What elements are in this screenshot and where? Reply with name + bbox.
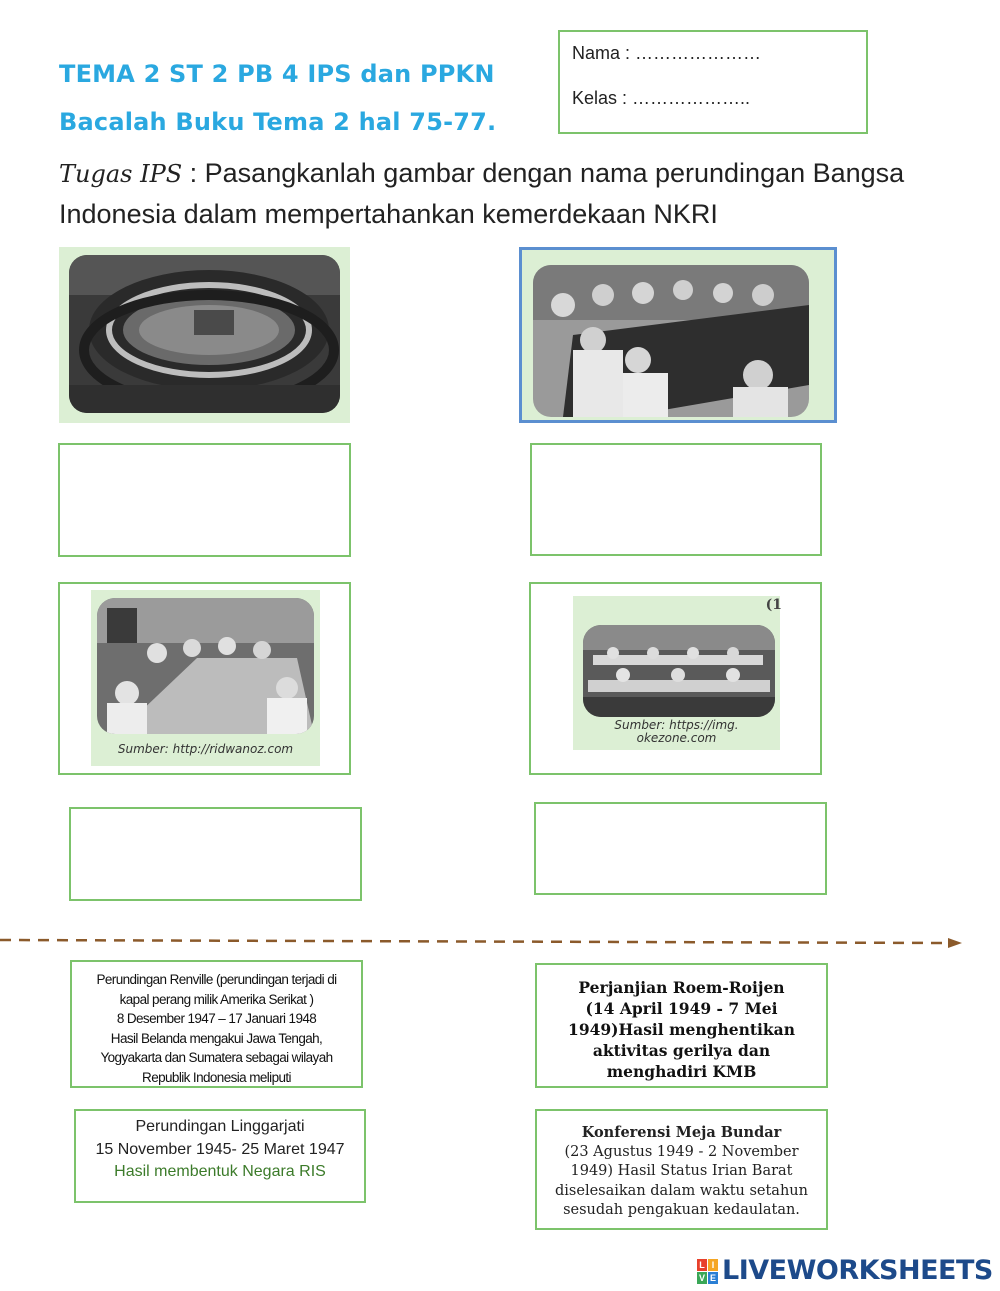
instruction-line-1	[59, 153, 904, 194]
photo-frame-3[interactable]	[58, 582, 351, 775]
instruction-line-2: Indonesia dalam mempertahankan kemerdekaan NKRI	[59, 199, 718, 229]
photo-4-source-line-1: Sumber: https://img.	[614, 718, 739, 732]
card-roem-roijen[interactable]	[535, 963, 828, 1088]
photo-3-mat	[91, 590, 320, 766]
worksheet-title: TEMA 2 ST 2 PB 4 IPS dan PPKN	[59, 60, 495, 88]
logo-square-v: V	[698, 1273, 705, 1283]
card-renville-line: Perundingan Renville (perundingan terjadi di	[96, 972, 337, 987]
answer-box-3[interactable]	[69, 807, 362, 901]
card-renville[interactable]	[70, 960, 363, 1088]
card-linggarjati-result: Hasil membentuk Negara RIS	[114, 1163, 326, 1180]
card-linggarjati[interactable]	[74, 1109, 366, 1203]
renville-meeting-photo	[97, 598, 314, 734]
logo-square-e: E	[709, 1273, 716, 1283]
card-kmb-line: 1949) Hasil Status Irian Barat	[570, 1163, 793, 1179]
answer-box-2[interactable]	[530, 443, 822, 556]
instruction-label: Tugas IPS	[59, 160, 183, 188]
card-kmb-line: diselesaikan dalam waktu setahun	[555, 1182, 808, 1199]
divider-arrow-icon	[948, 938, 962, 948]
card-renville-line: Hasil Belanda mengakui Jawa Tengah,	[110, 1030, 323, 1046]
card-linggarjati-title: Perundingan Linggarjati	[135, 1118, 305, 1135]
student-class-field[interactable]: Kelas : ………………..	[572, 88, 751, 108]
card-kmb-title: Konferensi Meja Bundar	[581, 1124, 782, 1141]
logo-square-l: L	[697, 1259, 707, 1271]
card-kmb[interactable]	[535, 1109, 828, 1230]
card-roem-roijen-line: 1949)Hasil menghentikan	[568, 1020, 795, 1039]
photo-frame-2[interactable]	[519, 247, 837, 423]
card-linggarjati-date: 15 November 1945- 25 Maret 1947	[95, 1140, 345, 1158]
answer-box-1[interactable]	[58, 443, 351, 557]
liveworksheets-wordmark: LIVEWORKSHEETS	[722, 1255, 993, 1286]
photo-4-corner-text: (1	[765, 597, 782, 613]
card-kmb-line: sesudah pengakuan kedaulatan.	[563, 1202, 800, 1218]
photo-4-mat	[573, 596, 780, 750]
card-renville-line: Republik Indonesia meliputi	[142, 1069, 291, 1085]
liveworksheets-logo[interactable]	[697, 1256, 997, 1288]
worksheet-subtitle: Bacalah Buku Tema 2 hal 75-77.	[59, 108, 497, 136]
card-roem-roijen-line: menghadiri KMB	[606, 1062, 757, 1081]
photo-3-source: Sumber: http://ridwanoz.com	[117, 742, 294, 756]
photo-frame-1[interactable]	[59, 247, 350, 423]
card-renville-line: kapal perang milik Amerika Serikat )	[119, 991, 314, 1007]
card-roem-roijen-line: aktivitas gerilya dan	[592, 1041, 771, 1060]
instruction-text-1: : Pasangkanlah gambar dengan nama perundingan Bangsa	[182, 158, 905, 188]
photo-4-source	[573, 719, 780, 745]
dashed-divider	[0, 934, 970, 950]
photo-4-source-line-2: okezone.com	[636, 731, 717, 745]
card-roem-roijen-line: (14 April 1949 - 7 Mei	[585, 999, 778, 1018]
card-renville-line: 8 Desember 1947 – 17 Januari 1948	[116, 1011, 317, 1026]
logo-square-i: I	[708, 1259, 718, 1271]
card-renville-line: Yogyakarta dan Sumatera sebagai wilayah	[100, 1050, 333, 1065]
answer-box-4[interactable]	[534, 802, 827, 895]
liveworksheets-logo-icon	[697, 1259, 719, 1285]
conference-hall-photo	[69, 255, 340, 413]
card-kmb-line: (23 Agustus 1949 - 2 November	[564, 1143, 799, 1160]
photo-frame-4[interactable]	[529, 582, 822, 775]
student-name-field[interactable]: Nama : …………………	[572, 43, 762, 63]
student-info-box	[558, 30, 868, 134]
delegation-table-photo	[533, 265, 809, 417]
card-roem-roijen-title: Perjanjian Roem-Roijen	[578, 978, 785, 997]
roem-roijen-photo	[583, 625, 775, 717]
